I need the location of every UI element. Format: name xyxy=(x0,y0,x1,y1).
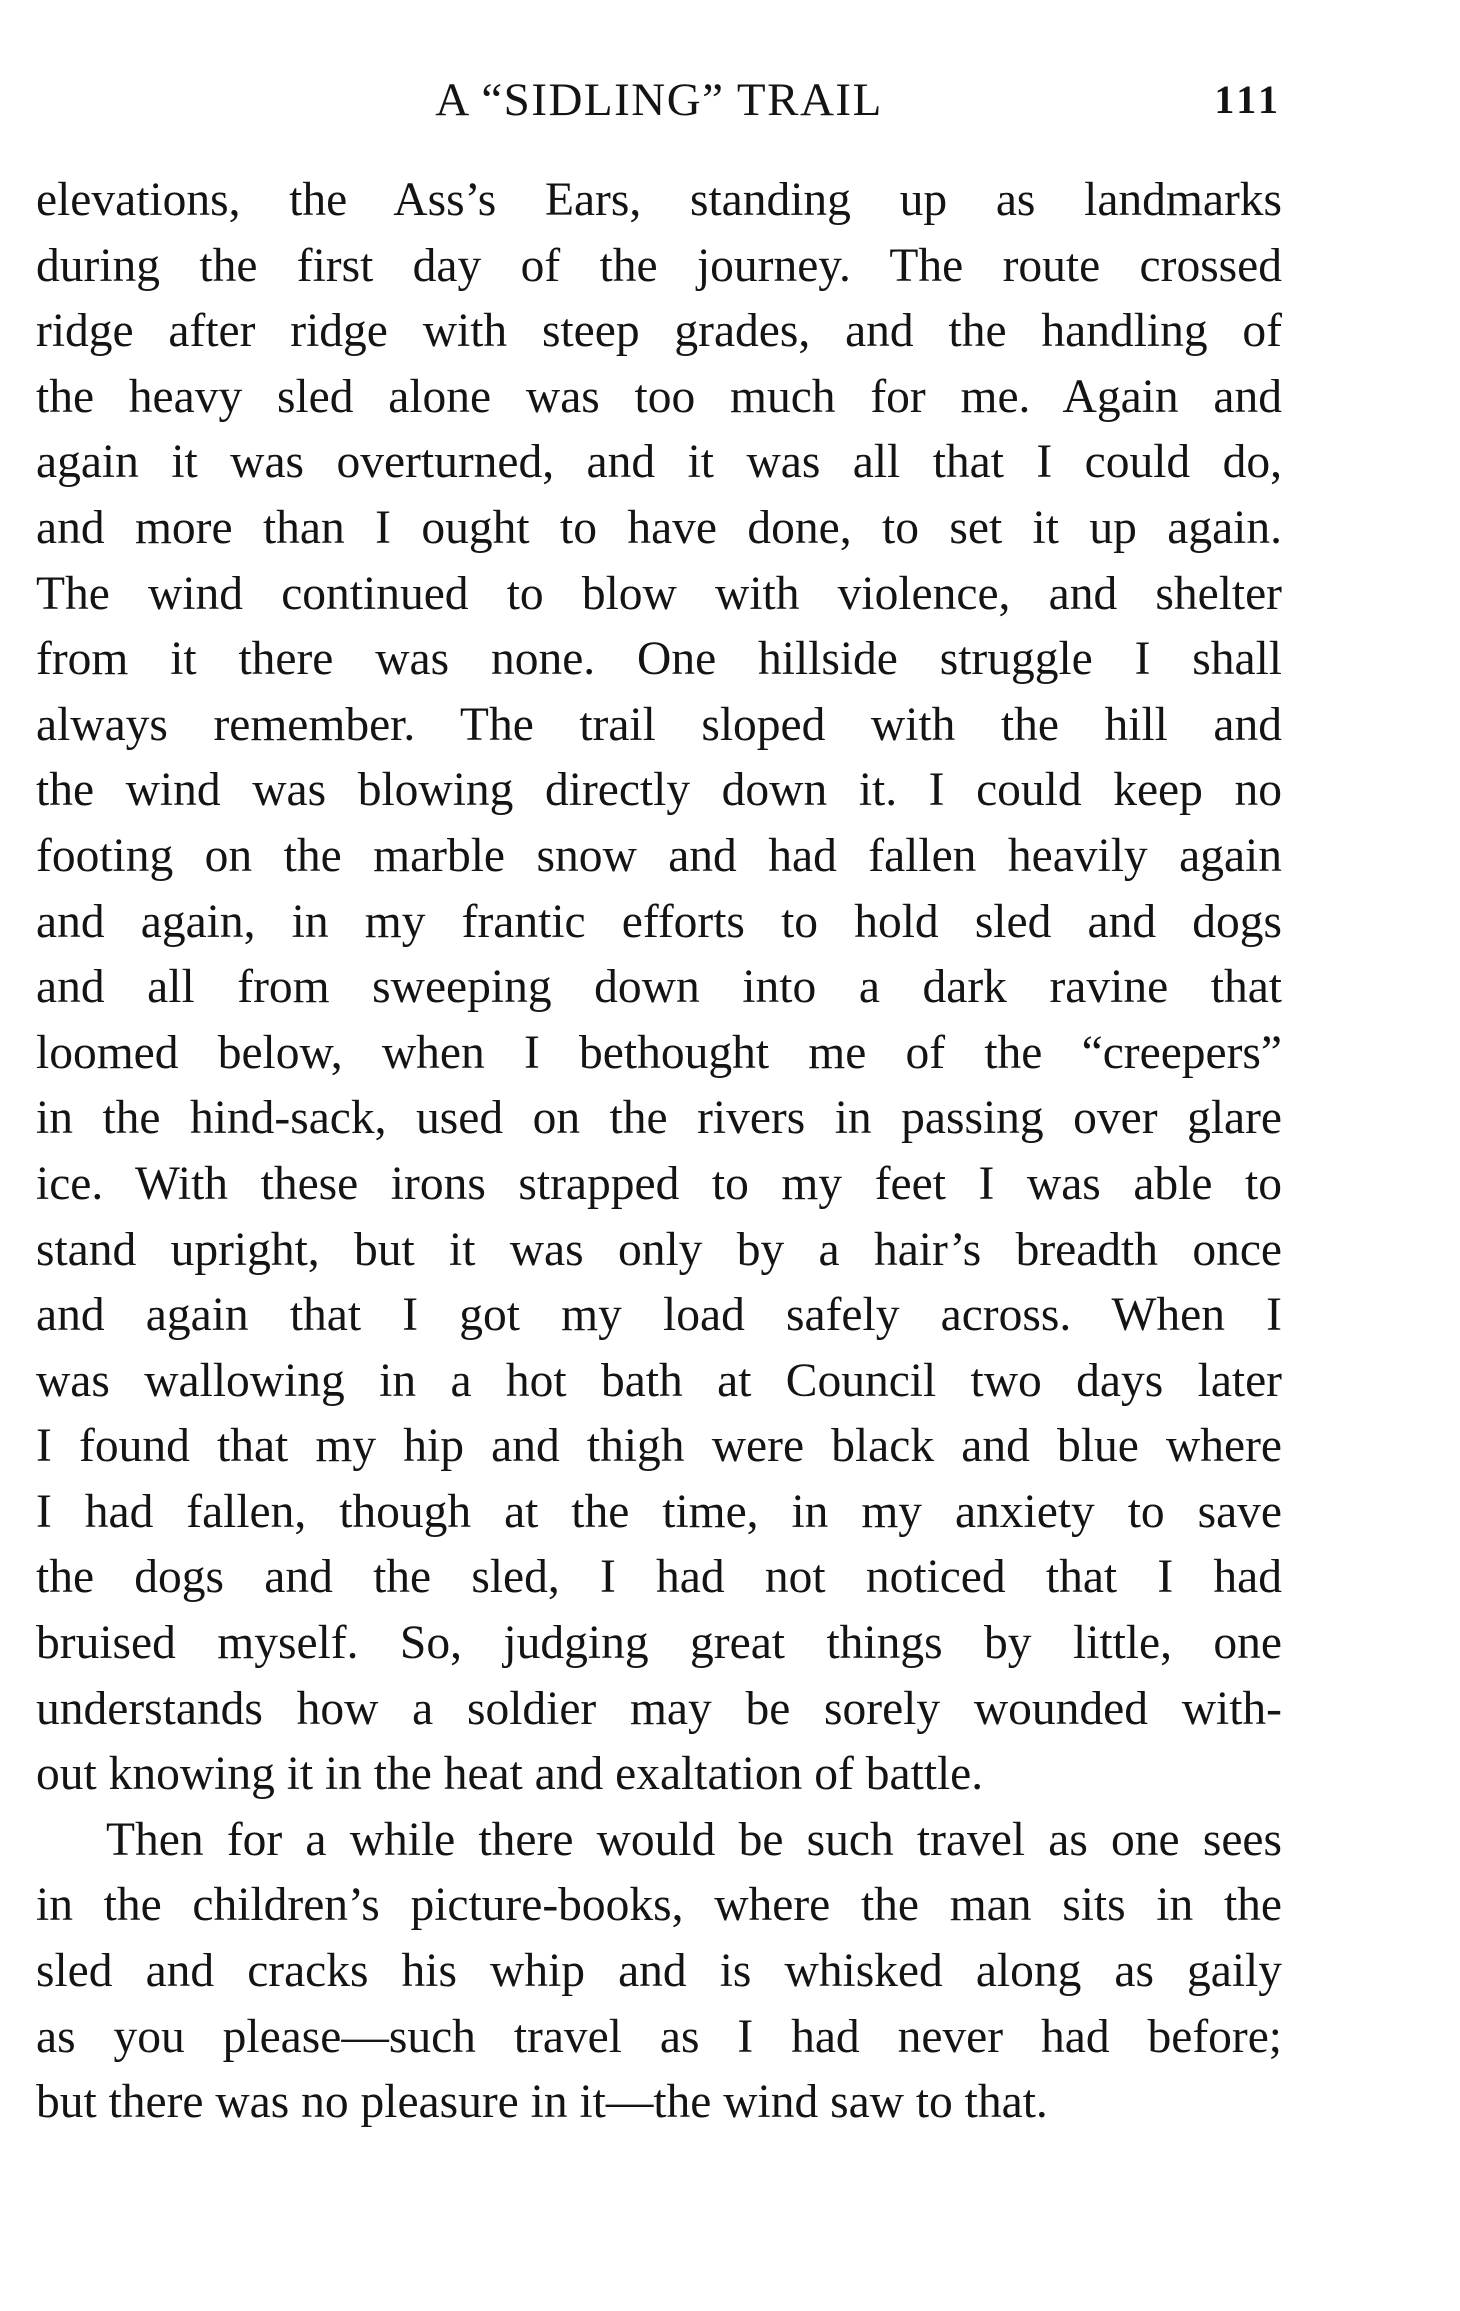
text-line: as you please—such travel as I had never had before; xyxy=(36,2010,1282,2063)
text-line: during the first day of the journey. The route crossed xyxy=(36,239,1282,292)
paragraph xyxy=(36,1808,1282,2136)
text-line: was wallowing in a hot bath at Council two days later xyxy=(36,1354,1282,1407)
running-title: A “SIDLING” TRAIL xyxy=(435,74,883,126)
text-line: out knowing it in the heat and exaltation of battle. xyxy=(36,1748,984,1801)
text-line: and again, in my frantic efforts to hold sled and dogs xyxy=(36,895,1282,948)
text-line: and more than I ought to have done, to set it up again. xyxy=(36,501,1282,554)
text-line: Then for a while there would be such travel as one sees xyxy=(106,1813,1282,1866)
text-line: the wind was blowing directly down it. I could keep no xyxy=(36,764,1282,817)
text-line: understands how a soldier may be sorely wounded with- xyxy=(36,1682,1282,1735)
text-line: stand upright, but it was only by a hair’s breadth once xyxy=(36,1223,1282,1276)
text-line: ridge after ridge with steep grades, and the handling of xyxy=(36,305,1282,358)
text-line: but there was no pleasure in it—the wind saw to that. xyxy=(36,2076,1048,2129)
text-line: bruised myself. So, judging great things by little, one xyxy=(36,1617,1282,1670)
body-text xyxy=(36,168,1282,2136)
text-line: in the children’s picture-books, where the man sits in the xyxy=(36,1879,1282,1932)
text-line: footing on the marble snow and had fallen heavily again xyxy=(36,829,1282,882)
text-line: ice. With these irons strapped to my feet I was able to xyxy=(36,1157,1282,1210)
text-line: the dogs and the sled, I had not noticed that I had xyxy=(36,1551,1282,1604)
paragraph xyxy=(36,168,1282,1808)
text-line: I found that my hip and thigh were black and blue where xyxy=(36,1420,1282,1473)
text-line: from it there was none. One hillside struggle I shall xyxy=(36,633,1282,686)
text-line: The wind continued to blow with violence, and shelter xyxy=(36,567,1282,620)
text-line: and all from sweeping down into a dark ravine that xyxy=(36,961,1282,1014)
text-line: sled and cracks his whip and is whisked along as gaily xyxy=(36,1945,1282,1998)
text-line: and again that I got my load safely across. When I xyxy=(36,1289,1282,1342)
running-head xyxy=(36,70,1282,130)
text-line: the heavy sled alone was too much for me. Again and xyxy=(36,370,1282,423)
text-line: loomed below, when I bethought me of the “creepers” xyxy=(36,1026,1282,1079)
text-line: again it was overturned, and it was all that I could do, xyxy=(36,436,1282,489)
text-line: in the hind-sack, used on the rivers in passing over glare xyxy=(36,1092,1282,1145)
text-line: always remember. The trail sloped with the hill and xyxy=(36,698,1282,751)
page-number: 111 xyxy=(1214,77,1282,122)
text-line: I had fallen, though at the time, in my anxiety to save xyxy=(36,1485,1282,1538)
text-line: elevations, the Ass’s Ears, standing up as landmarks xyxy=(36,174,1282,226)
